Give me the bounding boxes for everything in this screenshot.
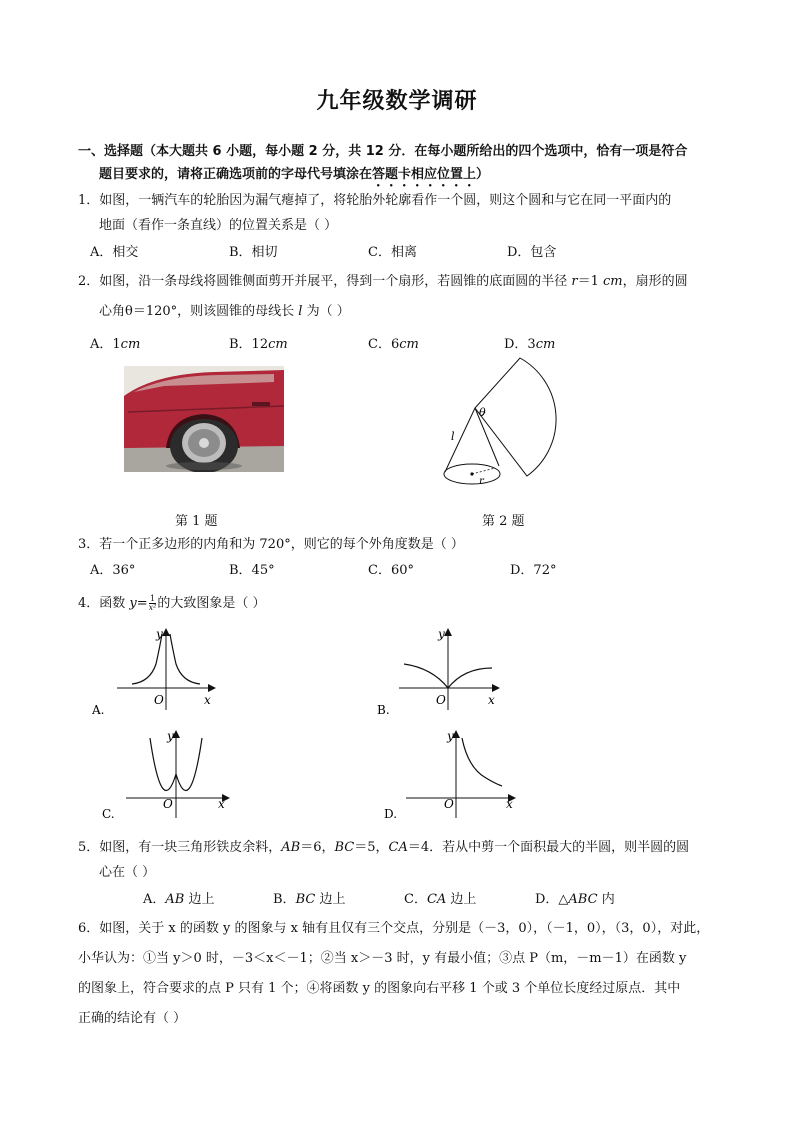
- q4-pre: 4．函数: [78, 596, 130, 611]
- q5-option-d: [535, 888, 615, 907]
- q2-option-d-text: D．3: [504, 337, 536, 352]
- q5-line1-d: ＝4．若从中剪一个面积最大的半圆，则半圆的圆: [407, 840, 690, 855]
- section-heading-line1: 一、选择题（本大题共 6 小题，每小题 2 分，共 12 分．在每小题所给出的四个选项中，恰有一项是符合: [78, 144, 688, 159]
- q4-graph-d: [374, 728, 519, 823]
- q2-option-b-text: B．12: [229, 337, 269, 352]
- q4-graph-a: [92, 624, 232, 719]
- q4-graph-a-y-label: y: [156, 627, 163, 641]
- q4-graph-c: [92, 728, 232, 823]
- q4-frac-num: 1: [149, 594, 156, 603]
- q5-option-d-pre: D．△: [535, 892, 569, 907]
- q6-line3: 的图象上，符合要求的点 P 只有 1 个；④将函数 y 的图象向右平移 1 个或 3 个单位长度经过原点．其中: [78, 981, 681, 996]
- figure2-r-label: r: [479, 476, 484, 487]
- figure2-caption: 第 2 题: [482, 514, 525, 529]
- q4-graph-d-x-label: x: [506, 797, 513, 811]
- q1-option-d: D．包含: [507, 245, 557, 260]
- q5-ca: CA: [388, 840, 408, 855]
- q5-line1: [78, 836, 689, 855]
- q2-option-d: [504, 333, 555, 352]
- q2-option-b-unit: cm: [268, 337, 288, 352]
- q5-option-b-it: BC: [295, 892, 316, 907]
- q4-graph-b-y-label: y: [438, 627, 445, 641]
- q2-line2-b: 为（ ）: [302, 304, 350, 319]
- q2-var-r: r: [571, 274, 578, 289]
- q5-option-a-post: 边上: [184, 892, 215, 907]
- q5-option-a-pre: A．: [143, 892, 166, 907]
- q4-graph-c-letter: C.: [102, 807, 115, 821]
- q5-option-b: [273, 888, 345, 907]
- q2-option-a: [90, 333, 140, 352]
- q2-line1-b: ＝1: [577, 274, 604, 289]
- q4-eq: =: [136, 596, 148, 611]
- q5-option-c-pre: C．: [404, 892, 427, 907]
- q1-line2: 地面（看作一条直线）的位置关系是（ ）: [99, 218, 338, 233]
- q2-line2: [99, 300, 350, 319]
- q2-line1-a: 2．如图，沿一条母线将圆锥侧面剪开并展平，得到一个扇形，若圆锥的底面圆的半径: [78, 274, 572, 289]
- q2-var-l: l: [298, 304, 303, 319]
- q6-line4: 正确的结论有（ ）: [78, 1011, 187, 1026]
- q4-graph-b-x-label: x: [488, 693, 495, 707]
- q4-fraction: [149, 595, 157, 612]
- q5-line2: 心在（ ）: [99, 865, 156, 880]
- q5-bc: BC: [334, 840, 355, 855]
- q5-option-b-post: 边上: [315, 892, 346, 907]
- q5-option-c: [404, 888, 476, 907]
- q2-unit: cm: [603, 274, 623, 289]
- figure2-cone-diagram: [435, 352, 565, 498]
- q4-graph-b: [374, 624, 514, 719]
- q4-line1: [78, 592, 266, 612]
- page-title: 九年级数学调研: [316, 89, 478, 114]
- q2-option-a-unit: cm: [120, 337, 141, 352]
- q3-line1: 3．若一个正多边形的内角和为 720°，则它的每个外角度数是（ ）: [78, 537, 464, 552]
- figure2-theta-label: θ: [479, 406, 486, 419]
- q2-option-c-text: C．6: [368, 337, 400, 352]
- q4-graph-c-origin: O: [163, 797, 173, 811]
- q1-option-c: C．相离: [368, 245, 417, 260]
- q5-option-b-pre: B．: [273, 892, 296, 907]
- q5-line1-a: 5．如图，有一块三角形铁皮余料，: [78, 840, 282, 855]
- section-heading-line2-c: ）: [476, 167, 490, 182]
- q4-graph-d-y-label: y: [447, 729, 454, 743]
- q4-graph-d-letter: D.: [384, 807, 398, 821]
- q5-option-d-post: 内: [597, 892, 615, 907]
- q2-option-d-unit: cm: [535, 337, 556, 352]
- q3-option-d: D．72°: [510, 563, 557, 578]
- q2-line2-a: 心角θ＝120°，则该圆锥的母线长: [99, 304, 299, 319]
- q5-option-a: [143, 888, 214, 907]
- q6-line1: 6．如图，关于 x 的函数 y 的图象与 x 轴有且仅有三个交点，分别是（－3，0），（－1，0），（3，0），对此，: [78, 921, 710, 936]
- q4-frac-den: x²: [148, 603, 157, 612]
- q4-graph-a-letter: A.: [92, 703, 105, 717]
- q4-graph-d-origin: O: [444, 797, 454, 811]
- q5-option-a-it: AB: [165, 892, 185, 907]
- section-heading-emphasis: 答题卡相应位置上: [372, 167, 477, 182]
- q4-graph-c-y-label: y: [167, 729, 174, 743]
- q2-option-c: [368, 333, 419, 352]
- section-heading-line2-a: 题目要求的，请将正确选项前的字母代号填涂在: [99, 167, 373, 182]
- q2-option-a-text: A．1: [90, 337, 121, 352]
- q5-option-d-it: ABC: [568, 892, 598, 907]
- q4-graph-b-origin: O: [436, 693, 446, 707]
- q5-line1-c: ＝5，: [354, 840, 389, 855]
- q1-line1: 1．如图，一辆汽车的轮胎因为漏气瘪掉了，将轮胎外轮廓看作一个圆，则这个圆和与它在同一平面内的: [78, 193, 672, 208]
- q4-graph-a-origin: O: [154, 693, 164, 707]
- q2-line1-c: ，扇形的圆: [622, 274, 688, 289]
- q4-post: 的大致图象是（ ）: [157, 596, 266, 611]
- q4-graph-b-letter: B.: [377, 703, 390, 717]
- figure1-car-photo: [124, 366, 284, 472]
- q5-option-c-it: CA: [426, 892, 447, 907]
- q1-option-b: B．相切: [229, 245, 278, 260]
- q4-graph-a-x-label: x: [204, 693, 211, 707]
- q2-line1: [78, 270, 688, 289]
- section-heading-line2: [99, 163, 489, 190]
- q1-option-a: A．相交: [90, 245, 139, 260]
- q3-option-a: A．36°: [90, 563, 136, 578]
- q6-line2: 小华认为：①当 y＞0 时，－3＜x＜－1；②当 x＞－3 时，y 有最小值；③点 P（m，－m－1）在函数 y: [78, 951, 687, 966]
- q2-option-b: [229, 333, 288, 352]
- q4-graph-c-x-label: x: [218, 797, 225, 811]
- q5-ab: AB: [281, 840, 301, 855]
- q5-line1-b: ＝6，: [300, 840, 335, 855]
- q3-option-b: B．45°: [229, 563, 275, 578]
- figure2-l-label: l: [451, 430, 455, 443]
- q2-option-c-unit: cm: [399, 337, 419, 352]
- q4-var-y: y: [129, 596, 137, 611]
- q3-option-c: C．60°: [368, 563, 414, 578]
- q5-option-c-post: 边上: [446, 892, 477, 907]
- figure1-caption: 第 1 题: [175, 514, 218, 529]
